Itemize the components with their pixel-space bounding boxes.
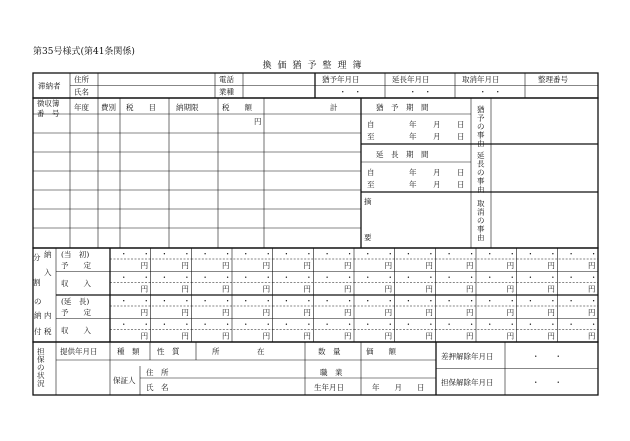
date-dots: ・ ・ — [160, 296, 191, 306]
yen-unit: 円 — [466, 331, 474, 341]
yen-unit: 円 — [262, 261, 271, 270]
date-dots: ・ ・ — [404, 320, 435, 329]
yen-unit: 円 — [466, 308, 474, 317]
yen-unit: 円 — [384, 261, 393, 270]
row-income-1: 収 入 — [61, 279, 91, 288]
taxpayer-label: 滞納者 — [38, 81, 61, 91]
ext-to-month: 月 — [433, 180, 441, 189]
summary-label-2: 要 — [364, 233, 372, 242]
guarantor-name-label: 氏 名 — [146, 383, 169, 392]
extension-period-label: 延 長 期 間 — [376, 150, 429, 159]
grace-date-value: ・ ・ — [339, 87, 362, 97]
yen-unit: 円 — [547, 261, 555, 270]
collateral-side-2: 保 — [37, 355, 45, 364]
yen-unit: 円 — [303, 308, 311, 317]
grace-to-year: 年 — [409, 132, 417, 141]
kind-label: 種 類 — [117, 347, 140, 356]
date-dots: ・ ・ — [445, 296, 476, 306]
grace-reason-label: 猶予の事由 — [477, 105, 485, 148]
date-dots: ・ ・ — [526, 249, 557, 259]
row-initial-paren: (当 初) — [61, 250, 90, 259]
date-dots: ・ ・ — [201, 296, 232, 306]
paren-note-1: 納 — [44, 250, 52, 259]
yen-unit: 円 — [547, 331, 555, 341]
yen-unit: 円 — [384, 331, 393, 341]
date-dots: ・ ・ — [364, 296, 394, 306]
yen-unit: 円 — [425, 331, 433, 341]
ledger-no-label-1: 徴収簿 — [37, 99, 60, 108]
yen-unit: 円 — [140, 261, 149, 270]
collateral-side-4: 状 — [37, 371, 45, 380]
page-title: 換価猶予整理簿 — [262, 61, 368, 71]
yen-unit: 円 — [181, 261, 189, 270]
date-dots: ・ ・ — [526, 273, 557, 282]
installment-side-top-1: 分 — [33, 253, 41, 262]
grace-to: 至 — [367, 132, 375, 141]
yen-unit: 円 — [303, 331, 311, 341]
birth-ymd: 年 月 日 — [372, 383, 425, 392]
release-seizure-dots: ・ ・ — [532, 352, 562, 361]
date-dots: ・ ・ — [323, 320, 354, 329]
serial-no-label: 整理番号 — [538, 75, 568, 84]
tax-item-label: 税 目 — [126, 103, 156, 112]
date-dots: ・ ・ — [567, 296, 598, 306]
release-collateral-dots: ・ ・ — [532, 378, 562, 387]
yen-unit: 円 — [425, 308, 433, 317]
yen-unit: 円 — [588, 261, 596, 270]
yen-unit: 円 — [181, 331, 189, 341]
phone-label: 電話 — [219, 75, 234, 84]
date-dots: ・ ・ — [445, 320, 476, 329]
date-dots: ・ ・ — [364, 249, 394, 259]
yen-unit: 円 — [344, 261, 352, 270]
yen-unit: 円 — [181, 284, 189, 294]
date-dots: ・ ・ — [282, 296, 313, 306]
total-label: 計 — [330, 103, 338, 112]
date-dots: ・ ・ — [445, 249, 476, 259]
date-dots: ・ ・ — [282, 320, 313, 329]
ext-to-day: 日 — [457, 180, 465, 189]
deadline-label: 納期限 — [176, 103, 199, 112]
date-dots: ・ ・ — [404, 296, 435, 306]
yen-unit: 円 — [384, 284, 393, 294]
ext-from-year: 年 — [409, 168, 417, 177]
yen-unit: 円 — [262, 284, 271, 294]
location-label: 所 在 — [212, 347, 265, 356]
date-dots: ・ ・ — [323, 296, 354, 306]
yen-unit: 円 — [384, 308, 393, 317]
installment-side-bottom-3: 付 — [34, 327, 42, 336]
paren-note-2: 入 — [44, 268, 52, 277]
name-label: 氏名 — [74, 87, 89, 97]
yen-unit: 円 — [140, 308, 149, 317]
yen-unit: 円 — [222, 261, 230, 270]
ledger-no-label-2: 番 号 — [37, 109, 60, 118]
date-dots: ・ ・ — [201, 273, 232, 282]
yen-unit: 円 — [222, 284, 230, 294]
row-income-2: 収 入 — [61, 326, 91, 335]
date-dots: ・ ・ — [526, 320, 557, 329]
row-initial-plan: 予 定 — [61, 261, 91, 270]
yen-unit: 円 — [506, 331, 515, 341]
date-dots: ・ ・ — [486, 296, 516, 306]
tax-amount-label: 税 額 — [222, 103, 252, 112]
grace-from: 自 — [367, 120, 375, 129]
yen-unit: 円 — [506, 284, 515, 294]
grace-period-label: 猶 予 期 間 — [376, 103, 429, 112]
summary-label-1: 摘 — [364, 197, 372, 206]
date-dots: ・ ・ — [282, 273, 313, 282]
date-dots: ・ ・ — [120, 320, 150, 329]
date-dots: ・ ・ — [242, 249, 272, 259]
date-dots: ・ ・ — [323, 273, 354, 282]
date-dots: ・ ・ — [526, 296, 557, 306]
date-dots: ・ ・ — [364, 273, 394, 282]
yen-unit-tax: 円 — [254, 117, 262, 126]
grace-from-year: 年 — [409, 120, 417, 129]
business-label: 業種 — [219, 87, 234, 97]
yen-unit: 円 — [262, 331, 271, 341]
grace-to-month: 月 — [433, 132, 441, 141]
year-label: 年度 — [74, 103, 89, 112]
ext-to-year: 年 — [409, 180, 417, 189]
installment-tax-label: 税 — [44, 327, 52, 336]
grace-to-day: 日 — [457, 132, 465, 141]
date-dots: ・ ・ — [282, 249, 313, 259]
date-dots: ・ ・ — [160, 320, 191, 329]
item-label: 費別 — [101, 103, 116, 112]
yen-unit: 円 — [547, 308, 555, 317]
date-dots: ・ ・ — [404, 273, 435, 282]
yen-unit: 円 — [303, 261, 311, 270]
date-dots: ・ ・ — [160, 249, 191, 259]
form-number: 第35号様式(第41条関係) — [33, 47, 135, 57]
date-dots: ・ ・ — [242, 296, 272, 306]
yen-unit: 円 — [222, 308, 230, 317]
yen-unit: 円 — [262, 308, 271, 317]
collateral-side-3: の — [37, 363, 45, 372]
yen-unit: 円 — [506, 261, 515, 270]
installment-side-bottom-2: 納 — [34, 311, 42, 320]
yen-unit: 円 — [181, 308, 189, 317]
ext-from-month: 月 — [433, 168, 441, 177]
date-dots: ・ ・ — [486, 249, 516, 259]
yen-unit: 円 — [466, 261, 474, 270]
date-dots: ・ ・ — [486, 273, 516, 282]
yen-unit: 円 — [344, 284, 352, 294]
yen-unit: 円 — [344, 308, 352, 317]
collateral-side-1: 担 — [37, 347, 45, 356]
yen-unit: 円 — [140, 284, 149, 294]
extension-to: 至 — [367, 180, 375, 189]
date-dots: ・ ・ — [201, 249, 232, 259]
release-collateral-label: 担保解除年月日 — [441, 378, 494, 387]
date-dots: ・ ・ — [242, 273, 272, 282]
yen-unit: 円 — [140, 331, 149, 341]
installment-inner-label: 内 — [44, 311, 52, 320]
date-dots: ・ ・ — [242, 320, 272, 329]
guarantor-label: 保証人 — [113, 376, 136, 385]
birth-label: 生年月日 — [314, 383, 344, 392]
provided-date-label: 提供年月日 — [60, 347, 98, 356]
date-dots: ・ ・ — [120, 249, 150, 259]
collateral-side-5: 況 — [37, 379, 45, 388]
grace-from-month: 月 — [433, 120, 441, 129]
address-label: 住所 — [74, 75, 89, 84]
yen-unit: 円 — [588, 331, 596, 341]
date-dots: ・ ・ — [567, 320, 598, 329]
tax-table-frame — [33, 98, 598, 248]
extension-date-label: 延長年月日 — [392, 75, 430, 84]
yen-unit: 円 — [222, 331, 230, 341]
quantity-label: 数 量 — [318, 347, 341, 356]
date-dots: ・ ・ — [120, 296, 150, 306]
date-dots: ・ ・ — [404, 249, 435, 259]
date-dots: ・ ・ — [160, 273, 191, 282]
nature-label: 性 質 — [157, 347, 180, 356]
release-seizure-label: 差押解除年月日 — [441, 352, 494, 361]
date-dots: ・ ・ — [364, 320, 394, 329]
date-dots: ・ ・ — [567, 249, 598, 259]
installment-side-top-2: 割 — [33, 278, 41, 287]
extension-reason-label: 延長の事由 — [477, 151, 485, 194]
ext-from-day: 日 — [457, 168, 465, 177]
date-dots: ・ ・ — [323, 249, 354, 259]
date-dots: ・ ・ — [486, 320, 516, 329]
cancel-date-label: 取消年月日 — [462, 75, 500, 84]
extension-date-value: ・ ・ — [409, 87, 432, 97]
installment-side-bottom-1: の — [34, 297, 42, 306]
date-dots: ・ ・ — [445, 273, 476, 282]
yen-unit: 円 — [506, 308, 515, 317]
yen-unit: 円 — [425, 261, 433, 270]
date-dots: ・ ・ — [120, 273, 150, 282]
grace-from-day: 日 — [457, 120, 465, 129]
yen-unit: 円 — [344, 331, 352, 341]
date-dots: ・ ・ — [201, 320, 232, 329]
guarantor-address-label: 住 所 — [146, 368, 169, 377]
extension-from: 自 — [367, 168, 375, 177]
yen-unit: 円 — [547, 284, 555, 294]
yen-unit: 円 — [303, 284, 311, 294]
date-dots: ・ ・ — [567, 273, 598, 282]
yen-unit: 円 — [588, 308, 596, 317]
grace-date-label: 猶予年月日 — [322, 75, 360, 84]
yen-unit: 円 — [588, 284, 596, 294]
row-extension-paren: (延 長) — [61, 297, 90, 306]
row-extension-plan: 予 定 — [61, 308, 91, 317]
yen-unit: 円 — [425, 284, 433, 294]
yen-unit: 円 — [466, 284, 474, 294]
cancel-date-value: ・ ・ — [479, 87, 502, 97]
cancel-reason-label: 取消の事由 — [477, 199, 485, 242]
occupation-label: 職 業 — [320, 368, 343, 377]
value-label: 価 額 — [366, 347, 396, 356]
